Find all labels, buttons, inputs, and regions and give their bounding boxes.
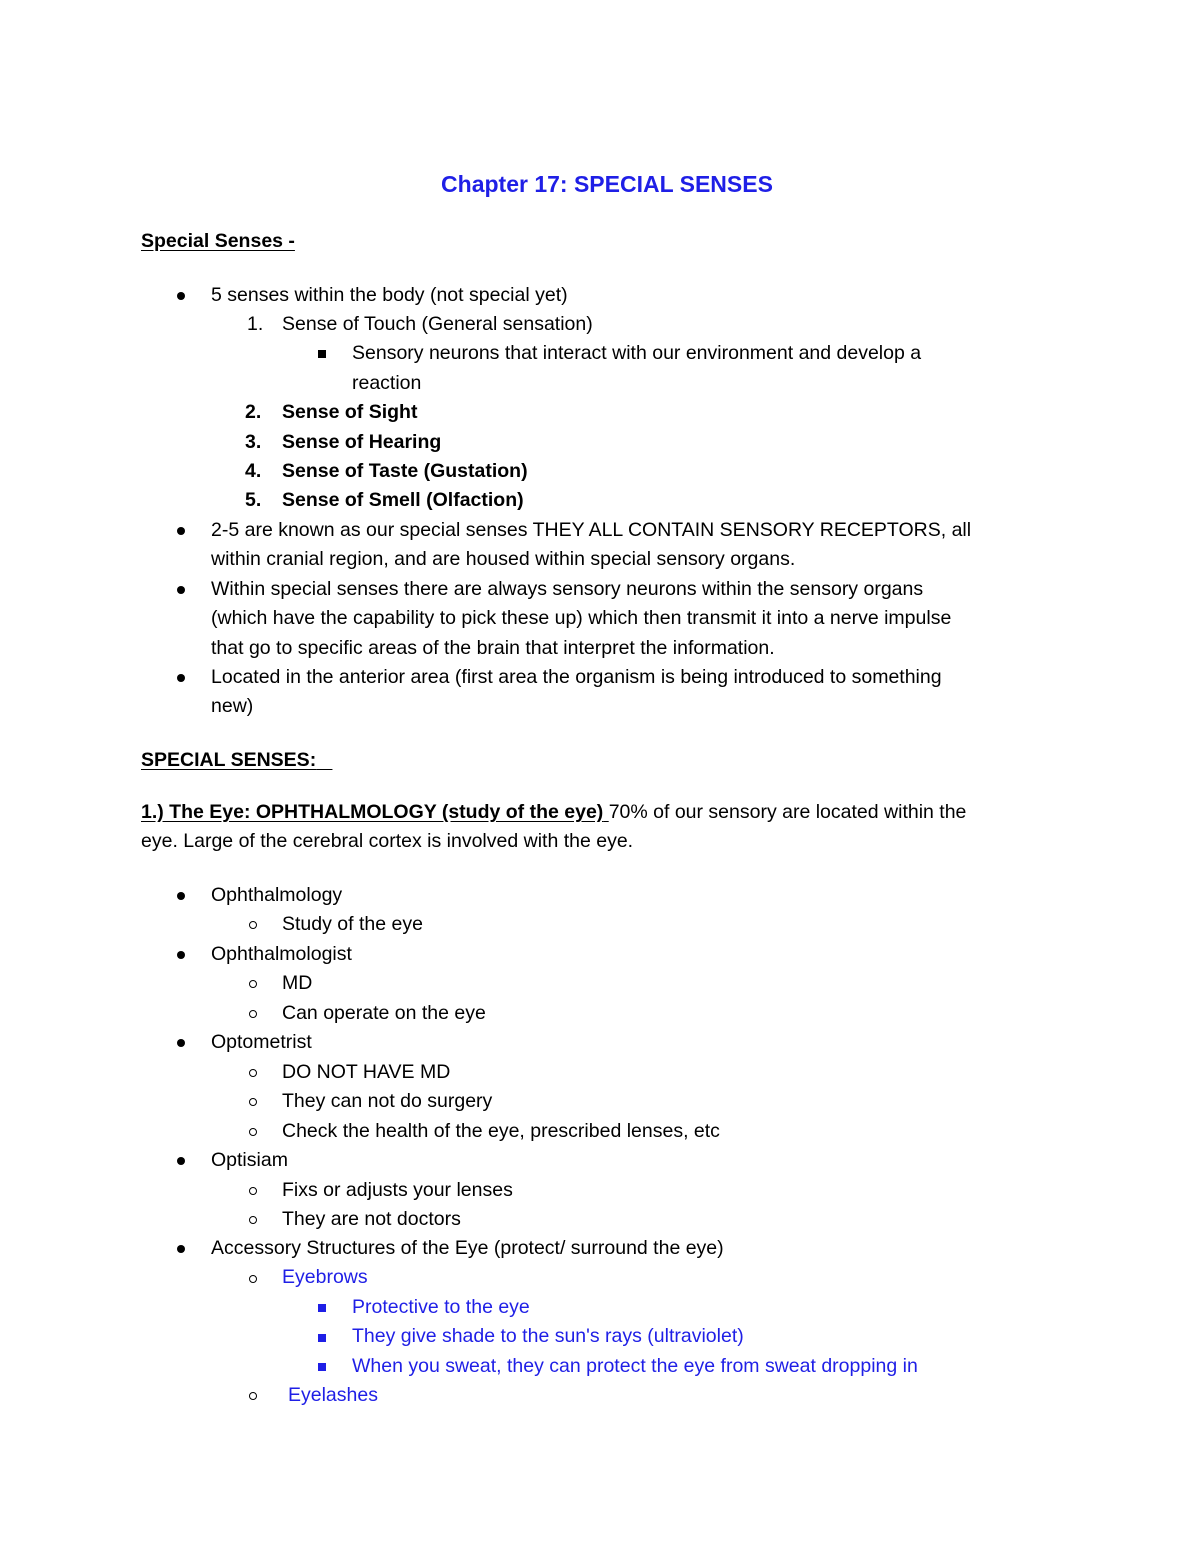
list-number: 5. xyxy=(245,489,262,511)
list-item-continuation: that go to specific areas of the brain that interpret the information. xyxy=(211,637,775,659)
section-heading-special-senses: Special Senses - xyxy=(141,230,295,252)
list-number: 3. xyxy=(245,431,262,453)
circle-bullet-icon xyxy=(249,1098,257,1106)
square-bullet-icon xyxy=(318,1304,326,1312)
square-bullet-icon xyxy=(318,350,326,358)
bullet-icon xyxy=(177,892,185,900)
bullet-icon xyxy=(177,527,185,535)
list-item: MD xyxy=(282,972,313,994)
eye-intro-continuation: eye. Large of the cerebral cortex is involved with the eye. xyxy=(141,830,634,852)
circle-bullet-icon xyxy=(249,980,257,988)
list-item: Study of the eye xyxy=(282,913,423,935)
list-number: 1. xyxy=(247,313,264,335)
list-item: They can not do surgery xyxy=(282,1090,493,1112)
circle-bullet-icon xyxy=(249,921,257,929)
list-item: Within special senses there are always sensory neurons within the sensory organs xyxy=(211,578,924,600)
list-item: 5 senses within the body (not special yet) xyxy=(211,284,568,306)
eye-intro-line xyxy=(141,801,966,824)
list-item: Sense of Touch (General sensation) xyxy=(282,313,593,335)
list-item-continuation: new) xyxy=(211,695,254,717)
list-number: 4. xyxy=(245,460,262,482)
circle-bullet-icon xyxy=(249,1128,257,1136)
circle-bullet-icon xyxy=(249,1069,257,1077)
list-item: Protective to the eye xyxy=(352,1296,530,1318)
list-item-continuation: within cranial region, and are housed within special sensory organs. xyxy=(211,548,796,570)
bullet-icon xyxy=(177,586,185,594)
list-item: Optisiam xyxy=(211,1149,288,1171)
list-item: Ophthalmology xyxy=(211,884,343,906)
list-item: Ophthalmologist xyxy=(211,943,352,965)
list-item: They give shade to the sun's rays (ultraviolet) xyxy=(352,1325,744,1347)
list-item: Accessory Structures of the Eye (protect/ surround the eye) xyxy=(211,1237,724,1259)
list-item-continuation: reaction xyxy=(352,372,422,394)
list-item: Located in the anterior area (first area the organism is being introduced to something xyxy=(211,666,942,688)
bullet-icon xyxy=(177,292,185,300)
list-number: 2. xyxy=(245,401,262,423)
list-item: Eyelashes xyxy=(288,1384,378,1406)
bullet-icon xyxy=(177,951,185,959)
eye-intro-text: 70% of our sensory are located within the xyxy=(608,801,967,823)
list-item: Can operate on the eye xyxy=(282,1002,486,1024)
list-item: They are not doctors xyxy=(282,1208,461,1230)
section-heading-special-senses-list: SPECIAL SENSES: xyxy=(141,749,317,771)
list-item: Eyebrows xyxy=(282,1266,368,1288)
list-item: Fixs or adjusts your lenses xyxy=(282,1179,513,1201)
list-item: When you sweat, they can protect the eye from sweat dropping in xyxy=(352,1355,918,1377)
list-item: 2-5 are known as our special senses THEY ALL CONTAIN SENSORY RECEPTORS, all xyxy=(211,519,972,541)
circle-bullet-icon xyxy=(249,1392,257,1400)
list-item: Optometrist xyxy=(211,1031,312,1053)
circle-bullet-icon xyxy=(249,1010,257,1018)
list-item-continuation: (which have the capability to pick these up) which then transmit it into a nerve impulse xyxy=(211,607,952,629)
list-item: Sense of Smell (Olfaction) xyxy=(282,489,524,511)
list-item: Sense of Hearing xyxy=(282,431,442,453)
square-bullet-icon xyxy=(318,1363,326,1371)
list-item: Sense of Sight xyxy=(282,401,418,423)
list-item: Sense of Taste (Gustation) xyxy=(282,460,528,482)
bullet-icon xyxy=(177,674,185,682)
page-title: Chapter 17: SPECIAL SENSES xyxy=(441,171,773,197)
eye-heading: 1.) The Eye: OPHTHALMOLOGY (study of the eye) xyxy=(141,801,604,823)
square-bullet-icon xyxy=(318,1334,326,1342)
circle-bullet-icon xyxy=(249,1216,257,1224)
bullet-icon xyxy=(177,1157,185,1165)
list-item: Sensory neurons that interact with our environment and develop a xyxy=(352,342,922,364)
bullet-icon xyxy=(177,1245,185,1253)
list-item: DO NOT HAVE MD xyxy=(282,1061,451,1083)
bullet-icon xyxy=(177,1039,185,1047)
circle-bullet-icon xyxy=(249,1187,257,1195)
list-item: Check the health of the eye, prescribed lenses, etc xyxy=(282,1120,720,1142)
circle-bullet-icon xyxy=(249,1275,257,1283)
